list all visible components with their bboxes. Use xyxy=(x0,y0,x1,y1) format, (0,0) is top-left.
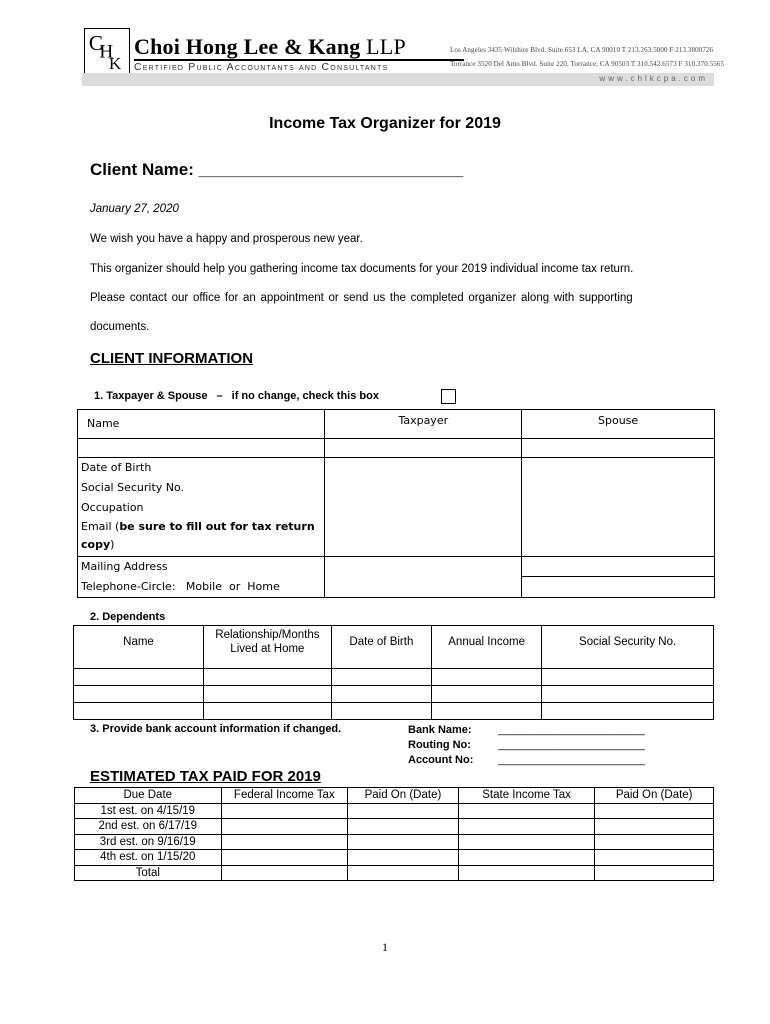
name-header: Name xyxy=(78,410,325,439)
website-bar xyxy=(82,73,714,86)
state-tax-header: State Income Tax xyxy=(458,788,595,804)
due-date-2: 2nd est. on 6/17/19 xyxy=(75,819,222,835)
name-cell-spacer xyxy=(78,439,325,458)
dependent-income-header: Annual Income xyxy=(432,626,542,669)
page-number: 1 xyxy=(382,940,388,954)
taxpayer-personal-input[interactable] xyxy=(325,458,522,557)
contact-fields-labels xyxy=(78,557,325,598)
dependents-table xyxy=(73,625,714,720)
table-row xyxy=(75,850,714,866)
no-change-checkbox[interactable] xyxy=(441,389,456,404)
firm-logo xyxy=(84,28,130,74)
bank-name-field[interactable]: ________________________ xyxy=(498,724,645,736)
bank-name-label: Bank Name: xyxy=(408,724,472,736)
address-los-angeles: Los Angeles 3435 Wilshire Blvd. Suite 653 LA, CA 90010 T 213.263.5000 F 213.3800726 xyxy=(450,46,714,54)
telephone-label: Telephone-Circle: Mobile or Home xyxy=(81,580,280,593)
table-row xyxy=(75,819,714,835)
client-information-heading: CLIENT INFORMATION xyxy=(90,350,254,367)
dependent-relationship-header: Relationship/Months Lived at Home xyxy=(204,626,332,669)
ssn-label: Social Security No. xyxy=(81,481,185,494)
bank-labels xyxy=(408,723,473,768)
email-label: Email (be sure to fill out for tax return copy) xyxy=(81,520,315,551)
state-paid-on-header: Paid On (Date) xyxy=(595,788,714,804)
routing-no-label: Routing No: xyxy=(408,739,471,751)
estimated-tax-table xyxy=(74,787,714,881)
personal-fields-labels xyxy=(78,458,325,557)
purpose-paragraph: This organizer should help you gathering income tax documents for your 2019 individual income tax return. xyxy=(90,263,634,275)
dependent-dob-header: Date of Birth xyxy=(331,626,431,669)
table-row xyxy=(75,834,714,850)
taxpayer-name-input[interactable] xyxy=(325,439,522,458)
table-row xyxy=(75,803,714,819)
bank-info-heading: 3. Provide bank account information if changed. xyxy=(90,723,342,735)
dependents-heading: 2. Dependents xyxy=(90,611,166,623)
occupation-label: Occupation xyxy=(81,501,144,514)
table-row xyxy=(75,865,714,881)
svg-text:K: K xyxy=(108,54,122,73)
spouse-header: Spouse xyxy=(522,410,715,439)
bank-blanks xyxy=(498,723,645,768)
firm-subtitle: Certified Public Accountants and Consultants xyxy=(134,61,389,73)
account-no-label: Account No: xyxy=(408,754,474,766)
account-no-field[interactable]: ________________________ xyxy=(498,754,645,766)
svg-text:C: C xyxy=(88,31,103,56)
dependent-ssn-header: Social Security No. xyxy=(542,626,714,669)
taxpayer-header: Taxpayer xyxy=(325,410,522,439)
spouse-contact-input[interactable] xyxy=(522,557,715,598)
federal-paid-on-header: Paid On (Date) xyxy=(348,788,459,804)
due-date-1: 1st est. on 4/15/19 xyxy=(75,803,222,819)
website: www.chlkcpa.com xyxy=(599,74,708,83)
spouse-name-input[interactable] xyxy=(522,439,715,458)
chk-monogram-icon xyxy=(85,29,129,73)
taxpayer-contact-input[interactable] xyxy=(325,557,522,598)
document-title: Income Tax Organizer for 2019 xyxy=(269,115,501,132)
due-date-3: 3rd est. on 9/16/19 xyxy=(75,834,222,850)
taxpayer-spouse-heading: 1. Taxpayer & Spouse – if no change, check this box xyxy=(94,390,379,402)
table-row xyxy=(74,703,714,720)
greeting-paragraph: We wish you have a happy and prosperous new year. xyxy=(90,233,363,245)
dob-label: Date of Birth xyxy=(81,461,152,474)
letterhead xyxy=(82,26,725,88)
contact-paragraph: Please contact our office for an appointment or send us the completed organizer along with supporting xyxy=(90,292,633,304)
svg-text:H: H xyxy=(99,41,114,63)
spouse-personal-input[interactable] xyxy=(522,458,715,557)
due-date-header: Due Date xyxy=(75,788,222,804)
table-row xyxy=(74,669,714,686)
firm-name: Choi Hong Lee & Kang LLP xyxy=(134,34,406,59)
client-name-field[interactable]: Client Name: ____________________________ xyxy=(90,160,464,179)
mailing-address-label: Mailing Address xyxy=(81,560,168,573)
dependent-name-header: Name xyxy=(74,626,204,669)
table-row xyxy=(74,686,714,703)
routing-no-field[interactable]: ________________________ xyxy=(498,739,645,751)
due-date-4: 4th est. on 1/15/20 xyxy=(75,850,222,866)
estimated-tax-heading: ESTIMATED TAX PAID FOR 2019 xyxy=(90,768,321,785)
address-torrance: Torrance 3520 Del Amo Blvd. Suite 220, Torrance, CA 90503 T 310.542.6573 F 310.370.5565 xyxy=(450,60,725,68)
taxpayer-spouse-table xyxy=(77,409,715,598)
total-label: Total xyxy=(75,865,222,881)
letter-date: January 27, 2020 xyxy=(90,203,179,215)
contact-paragraph-end: documents. xyxy=(90,321,150,333)
federal-tax-header: Federal Income Tax xyxy=(221,788,348,804)
